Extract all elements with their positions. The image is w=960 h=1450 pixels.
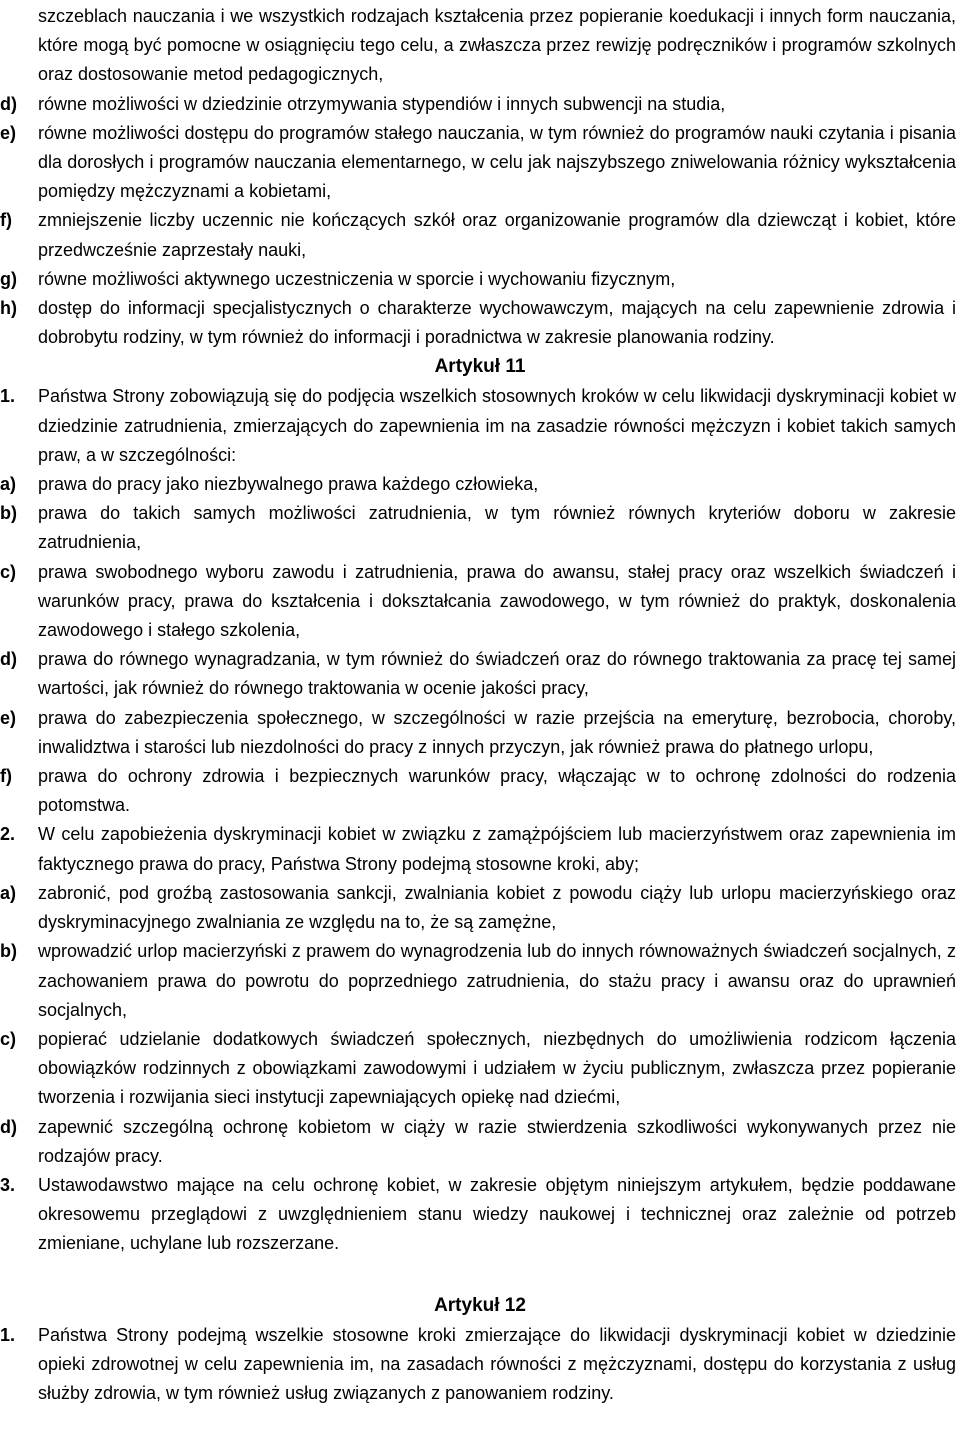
list-item-e: [0, 119, 956, 207]
list-item-f: [0, 762, 956, 820]
list-item-d: [0, 90, 956, 119]
paragraph-text: Ustawodawstwo mające na celu ochronę kobiet, w zakresie objętym niniejszym artykułem, będzie poddawane okresowemu przeglądowi z uwzględnieniem stanu wiedzy naukowej i technicznej oraz zależnie od potrzeb zmieniane, uchylane lub rozszerzane.: [38, 1174, 956, 1254]
paragraph-number: 3.: [0, 1174, 16, 1195]
list-item-h: [0, 294, 956, 352]
item-text: równe możliwości w dziedzinie otrzymywania stypendiów i innych subwencji na studia,: [38, 93, 726, 114]
item-text: prawa swobodnego wyboru zawodu i zatrudnienia, prawa do awansu, stałej pracy oraz wszelkich świadczeń i warunków pracy, prawa do kształcenia i dokształcania zawodowego, w tym również do praktyk, doskonalenia zawodowego i stałego szkolenia,: [38, 561, 956, 641]
paragraph-number: 2.: [0, 824, 16, 845]
item-marker: e): [0, 122, 17, 143]
item-text: zabronić, pod groźbą zastosowania sankcji, zwalniania kobiet z powodu ciąży lub urlopu macierzyńskiego oraz dyskryminacyjnego zwalniania ze względu na to, że są zamężne,: [38, 882, 956, 933]
list-item-a: [0, 879, 956, 937]
section-spacer: [0, 1259, 960, 1291]
list-item-d: [0, 645, 956, 703]
item-marker: b): [0, 503, 17, 524]
list-item-f: [0, 206, 956, 264]
item-text: zmniejszenie liczby uczennic nie kończących szkół oraz organizowanie programów dla dziewcząt i kobiet, które przedwcześnie zaprzestały nauki,: [38, 210, 956, 260]
item-marker: f): [0, 766, 12, 787]
article-11-paragraph-2: [0, 820, 956, 878]
article-11-paragraph-1: [0, 382, 956, 470]
item-marker: a): [0, 474, 17, 495]
paragraph-number: 1.: [0, 1324, 16, 1345]
list-item-c: [0, 558, 956, 646]
item-marker: d): [0, 649, 17, 670]
item-text: prawa do równego wynagradzania, w tym również do świadczeń oraz do równego traktowania za pracę tej samej wartości, jak również do równego traktowania w ocenie jakości pracy,: [38, 649, 956, 699]
article-11-heading: Artykuł 11: [434, 356, 526, 378]
article-12-heading: Artykuł 12: [434, 1294, 526, 1316]
item-marker: h): [0, 298, 17, 319]
list-item-c: [0, 1025, 956, 1113]
list-item-b: [0, 499, 956, 557]
item-text: równe możliwości dostępu do programów stałego nauczania, w tym również do programów nauki czytania i pisania dla dorosłych i programów nauczania elementarnego, w celu jak najszybszego zniwelowania różnicy wykształcenia pomiędzy mężczyznami a kobietami,: [38, 122, 956, 202]
item-marker: d): [0, 1116, 17, 1137]
item-text: dostęp do informacji specjalistycznych o charakterze wychowawczym, mających na celu zapewnienie zdrowia i dobrobytu rodziny, w tym również do informacji i poradnictwa w zakresie planowania rodziny.: [38, 298, 956, 348]
paragraph-number: 1.: [0, 386, 16, 407]
item-text: prawa do takich samych możliwości zatrudnienia, w tym również równych kryteriów doboru w zakresie zatrudnienia,: [38, 503, 956, 553]
paragraph-text: szczeblach nauczania i we wszystkich rodzajach kształcenia przez popieranie koedukacji i innych form nauczania, które mogą być pomocne w osiągnięciu tego celu, a zwłaszcza przez rewizję podręczników i programów szkolnych oraz dostosowanie metod pedagogicznych,: [38, 6, 956, 85]
article-12-paragraph-1: [0, 1321, 956, 1409]
item-text: prawa do ochrony zdrowia i bezpiecznych warunków pracy, włączając w to ochronę zdolności do rodzenia potomstwa.: [38, 766, 956, 816]
list-item-e: [0, 704, 956, 762]
paragraph-text: Państwa Strony zobowiązują się do podjęcia wszelkich stosownych kroków w celu likwidacji dyskryminacji kobiet w dziedzinie zatrudnienia, zmierzających do zapewnienia im na zasadzie równości mężczyzn i kobiet takich samych praw, a w szczególności:: [38, 386, 956, 465]
item-marker: a): [0, 882, 17, 903]
item-marker: d): [0, 93, 17, 114]
item-marker: e): [0, 707, 17, 728]
list-item-g: [0, 265, 956, 294]
list-item-b: [0, 937, 956, 1025]
paragraph-text: Państwa Strony podejmą wszelkie stosowne kroki zmierzające do likwidacji dyskryminacji kobiet w dziedzinie opieki zdrowotnej w celu zapewnienia im, na zasadach równości z mężczyznami, dostępu do korzystania z usług służby zdrowia, w tym również usług związanych z panowaniem rodziny.: [38, 1324, 956, 1403]
item-text: wprowadzić urlop macierzyński z prawem do wynagrodzenia lub do innych równoważnych świadczeń socjalnych, z zachowaniem prawa do powrotu do poprzedniego zatrudnienia, do stażu pracy i awansu oraz do uprawnień socjalnych,: [38, 941, 956, 1020]
item-marker: c): [0, 1028, 17, 1049]
item-text: równe możliwości aktywnego uczestniczenia w sporcie i wychowaniu fizycznym,: [38, 268, 676, 289]
item-text: prawa do pracy jako niezbywalnego prawa każdego człowieka,: [38, 474, 539, 495]
item-marker: g): [0, 268, 17, 289]
item-marker: c): [0, 561, 17, 582]
item-marker: f): [0, 210, 12, 231]
item-text: prawa do zabezpieczenia społecznego, w szczególności w razie przejścia na emeryturę, bezrobocia, choroby, inwalidztwa i starości lub niezdolności do pracy z innych przyczyn, jak również prawa do płatnego urlopu,: [38, 707, 956, 757]
paragraph-text: W celu zapobieżenia dyskryminacji kobiet w związku z zamążpójściem lub macierzyństwem oraz zapewnienia im faktycznego prawa do pracy, Państwa Strony podejmą stosowne kroki, aby;: [38, 824, 956, 874]
item-text: zapewnić szczególną ochronę kobietom w ciąży w razie stwierdzenia szkodliwości wykonywanych przez nie rodzajów pracy.: [38, 1116, 956, 1166]
item-marker: b): [0, 941, 17, 962]
list-item-d: [0, 1113, 956, 1171]
item-text: popierać udzielanie dodatkowych świadczeń społecznych, niezbędnych do umożliwienia rodzicom łączenia obowiązków rodzinnych z obowiązkami zawodowymi i udziałem w życiu publicznym, zwłaszcza przez popieranie tworzenia i rozwijania sieci instytucji zapewniających opiekę nad dziećmi,: [38, 1028, 956, 1108]
continuation-paragraph: [0, 2, 956, 90]
article-11-paragraph-3: [0, 1171, 956, 1259]
list-item-a: [0, 470, 956, 499]
